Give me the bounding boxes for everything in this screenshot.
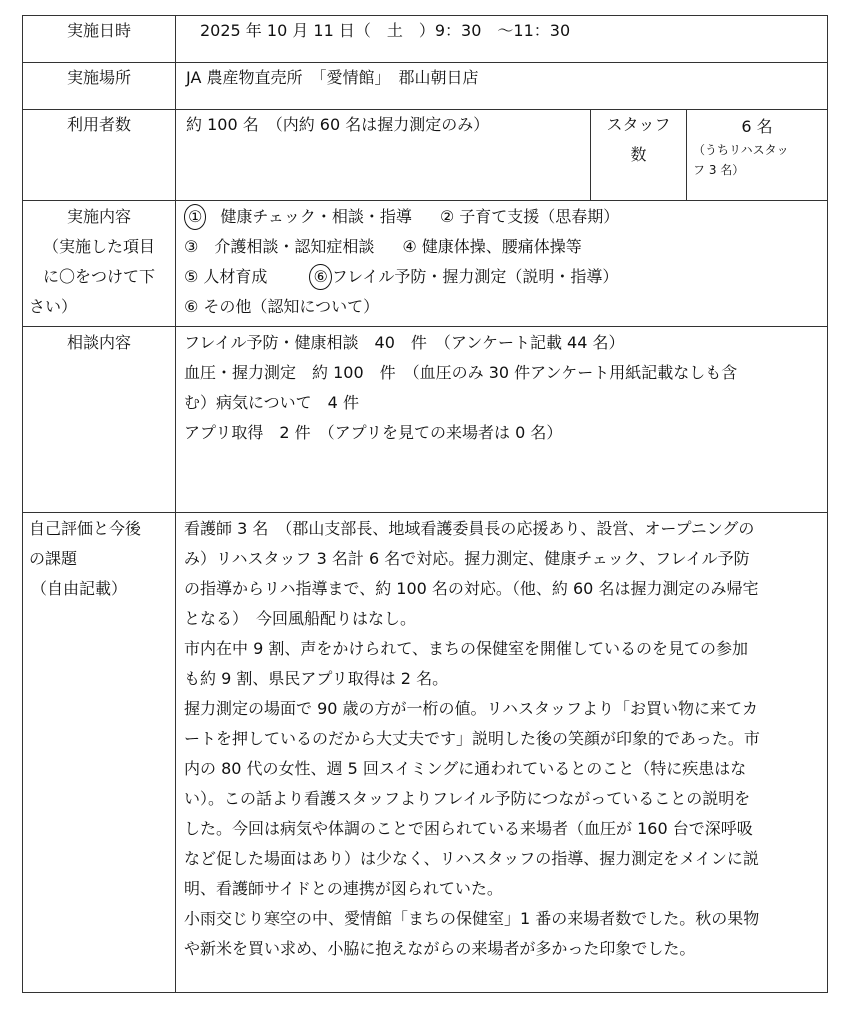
- label-staff: [591, 110, 687, 201]
- label-content-line3: に〇をつけて下: [42, 267, 155, 286]
- eval-line: 小雨交じり寒空の中、愛情館「まちの保健室」1 番の来場者数でした。秋の果物: [184, 909, 760, 928]
- eval-line: い）。この話より看護スタッフよりフレイル予防につながっていることの説明を: [184, 789, 751, 808]
- value-place: JA 農産物直売所 「愛情館」 郡山朝日店: [176, 63, 828, 110]
- eval-line: 看護師 3 名 （郡山支部長、地域看護委員長の応援あり、設営、オープニングの: [184, 519, 755, 538]
- label-consult: 相談内容: [23, 327, 176, 513]
- label-eval-line3: （自由記載）: [31, 579, 128, 598]
- consult-line: アプリ取得 2 件 （アプリを見ての来場者は 0 名）: [184, 423, 563, 442]
- eval-line: ートを押しているのだから大丈夫です」説明した後の笑顔が印象的であった。市: [184, 729, 760, 748]
- content-line4: ⑥ その他（認知について）: [184, 297, 380, 316]
- staff-note-line1: （うちリハスタッ: [693, 143, 789, 157]
- item6-text: フレイル予防・握力測定（説明・指導）: [331, 267, 619, 286]
- row-consult: [23, 327, 828, 513]
- report-table: [22, 15, 828, 993]
- eval-line: となる） 今回風船配りはなし。: [184, 609, 417, 628]
- value-consult: [176, 327, 828, 513]
- value-eval: [176, 513, 828, 993]
- row-eval: [23, 513, 828, 993]
- content-line3: [184, 262, 821, 292]
- row-date: [23, 16, 828, 63]
- value-staff: [687, 110, 828, 201]
- eval-line: した。今回は病気や体調のことで困られている来場者（血圧が 160 台で深呼吸: [184, 819, 753, 838]
- row-content: [23, 201, 828, 327]
- eval-line: の指導からリハ指導まで、約 100 名の対応。（他、約 60 名は握力測定のみ帰宅: [184, 579, 759, 598]
- label-date: 実施日時: [23, 16, 176, 63]
- row-place: [23, 63, 828, 110]
- value-users: 約 100 名 （内約 60 名は握力測定のみ）: [176, 110, 591, 201]
- label-eval-line2: の課題: [29, 549, 78, 568]
- item1-text: 健康チェック・相談・指導: [220, 207, 412, 226]
- eval-line: 内の 80 代の女性、週 5 回スイミングに通われているとのこと（特に疾患はな: [184, 759, 747, 778]
- item6-circled-mark: ⑥: [309, 264, 331, 290]
- item2-text: ② 子育て支援（思春期）: [439, 207, 620, 226]
- label-staff-line2: 数: [630, 145, 647, 164]
- label-content-line4: さい）: [29, 297, 78, 316]
- value-date: 2025 年 10 月 11 日（ 土 ）9：30 ～11：30: [176, 16, 828, 63]
- eval-line: も約 9 割、県民アプリ取得は 2 名。: [184, 669, 449, 688]
- consult-line: フレイル予防・健康相談 40 件 （アンケート記載 44 名）: [184, 333, 625, 352]
- row-users: [23, 110, 828, 201]
- label-staff-line1: スタッフ: [606, 115, 671, 134]
- staff-count: 6 名: [741, 117, 773, 136]
- label-content-line2: （実施した項目: [42, 237, 155, 256]
- staff-note-line2: フ 3 名）: [693, 163, 745, 177]
- eval-line: 市内在中 9 割、声をかけられて、まちの保健室を開催しているのを見ての参加: [184, 639, 749, 658]
- item5-text: ⑤ 人材育成: [184, 267, 268, 286]
- consult-line: 血圧・握力測定 約 100 件 （血圧のみ 30 件アンケート用紙記載なしも含: [184, 363, 738, 382]
- eval-line: など促した場面はあり）は少なく、リハスタッフの指導、握力測定をメインに説: [184, 849, 759, 868]
- item4-text: ④ 健康体操、腰痛体操等: [402, 237, 582, 256]
- label-eval-line1: 自己評価と今後: [29, 519, 142, 538]
- label-eval: [23, 513, 176, 993]
- eval-line: み）リハスタッフ 3 名計 6 名で対応。握力測定、健康チェック、フレイル予防: [184, 549, 750, 568]
- item3-text: ③ 介護相談・認知症相談: [184, 237, 375, 256]
- label-content: [23, 201, 176, 327]
- eval-line: 握力測定の場面で 90 歳の方が一桁の値。リハスタッフより「お買い物に来てカ: [184, 699, 759, 718]
- label-content-line1: 実施内容: [66, 207, 131, 226]
- eval-line: 明、看護師サイドとの連携が図られていた。: [184, 879, 503, 898]
- eval-line: や新米を買い求め、小脇に抱えながらの来場者が多かった印象でした。: [184, 939, 696, 958]
- label-users: 利用者数: [23, 110, 176, 201]
- label-place: 実施場所: [23, 63, 176, 110]
- content-line1: [184, 202, 821, 232]
- consult-line: む）病気について 4 件: [184, 393, 359, 412]
- value-content: [176, 201, 828, 327]
- item1-circled-mark: ①: [184, 204, 206, 230]
- content-line2: [184, 232, 821, 262]
